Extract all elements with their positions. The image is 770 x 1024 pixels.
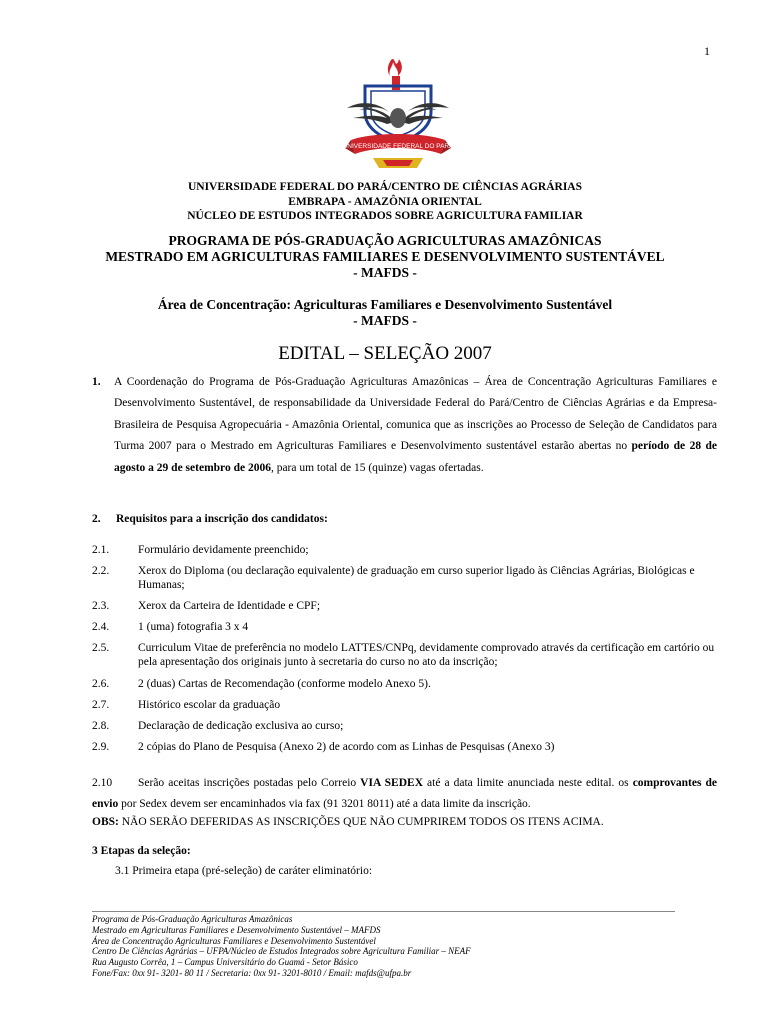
list-item-text: Xerox do Diploma (ou declaração equivalente) de graduação em curso superior ligado às Ciências Agrárias, Biológicas e Humanas;	[138, 565, 695, 591]
area-line-2: - MAFDS -	[353, 313, 417, 328]
list-item-text: 2 cópias do Plano de Pesquisa (Anexo 2) de acordo com as Linhas de Pesquisas (Anexo 3)	[138, 741, 555, 753]
item-2-10-text-3: por Sedex devem ser encaminhados via fax (91 3201 8011) até a data limite da inscrição.	[118, 798, 531, 810]
list-item	[92, 677, 717, 691]
list-item	[92, 740, 717, 754]
list-item-number: 2.3.	[92, 600, 110, 612]
item-2-10-text-2: até a data limite anunciada neste edital. os	[423, 777, 633, 789]
program-line-1: PROGRAMA DE PÓS-GRADUAÇÃO AGRICULTURAS AMAZÔNICAS	[168, 233, 602, 248]
section-1-number: 1.	[92, 376, 101, 388]
list-item-number: 2.1.	[92, 544, 110, 556]
list-item-text: 2 (duas) Cartas de Recomendação (conforme modelo Anexo 5).	[138, 678, 431, 690]
list-item-number: 2.2.	[92, 565, 110, 577]
list-item	[92, 620, 717, 634]
university-seal-icon	[343, 56, 453, 172]
list-item-number: 2.9.	[92, 741, 110, 753]
section-1-paragraph	[92, 372, 717, 479]
footer-line: Centro De Ciências Agrárias – UFPA/Núcleo de Estudos Integrados sobre Agricultura Familiar – NEAF	[92, 946, 471, 957]
list-item-number: 2.4.	[92, 621, 110, 633]
item-2-10-paragraph	[92, 773, 717, 815]
footer-line: Rua Augusto Corrêa, 1 – Campus Universitário do Guamá - Setor Básico	[92, 957, 358, 968]
obs-label: OBS:	[92, 816, 119, 828]
section-3-item: 3.1 Primeira etapa (pré-seleção) de caráter eliminatório:	[115, 865, 373, 877]
section-1-text: A Coordenação do Programa de Pós-Graduação Agriculturas Amazônicas – Área de Concentração Agriculturas Familiares e Desenvolvimento Sustentável, de responsabilidade da Universidade Federal do Pará/Centro de Ciências Agrárias e da Empresa- Brasileira de Pesquisa Agropecuária - Amazônia Oriental, comunica que as inscrições ao Processo de Seleção de Candidatos para Turma 2007 para o Mestrado em Agriculturas Familiares e Desenvolvimento sustentável estarão abertas no	[114, 376, 717, 453]
edital-title: EDITAL – SELEÇÃO 2007	[278, 343, 492, 364]
list-item	[92, 599, 717, 613]
section-2-heading: Requisitos para a inscrição dos candidatos:	[116, 513, 328, 525]
list-item-text: Curriculum Vitae de preferência no modelo LATTES/CNPq, devidamente comprovado através da certificação em cartório ou pela apresentação dos originais junto à secretaria do curso no ato da inscrição;	[138, 642, 715, 668]
footer-line: Fone/Fax: 0xx 91- 3201- 80 11 / Secretaria: 0xx 91- 3201-8010 / Email: mafds@ufpa.br	[92, 967, 412, 978]
seal-ribbon-text: UNIVERSIDADE FEDERAL DO PARÁ	[343, 143, 453, 150]
list-item	[92, 543, 717, 557]
list-item-text: Declaração de dedicação exclusiva ao curso;	[138, 720, 344, 732]
item-2-10-comprovantes: comprovantes de envio	[92, 777, 717, 810]
institution-header	[0, 180, 770, 224]
program-line-2: MESTRADO EM AGRICULTURAS FAMILIARES E DESENVOLVIMENTO SUSTENTÁVEL	[105, 249, 665, 264]
institution-line-2: EMBRAPA - AMAZÔNIA ORIENTAL	[288, 195, 482, 208]
section-3-title: 3 Etapas da seleção:	[92, 845, 191, 857]
program-line-3: - MAFDS -	[353, 265, 417, 280]
list-item	[92, 698, 717, 712]
item-2-10-via-sedex: VIA SEDEX	[360, 777, 424, 789]
list-item-text: Xerox da Carteira de Identidade e CPF;	[138, 600, 321, 612]
list-item-text: Histórico escolar da graduação	[138, 699, 281, 711]
area-line-1: Área de Concentração: Agriculturas Familiares e Desenvolvimento Sustentável	[157, 297, 613, 312]
footer-divider	[92, 911, 675, 912]
concentration-area	[0, 297, 770, 329]
item-2-10-text: Serão aceitas inscrições postadas pelo Correio	[138, 777, 361, 789]
list-item	[92, 564, 717, 592]
section-2-title	[92, 513, 328, 525]
section-1-period: período de 28 de agosto a 29 de setembro de 2006	[114, 440, 717, 474]
institution-line-1: UNIVERSIDADE FEDERAL DO PARÁ/CENTRO DE CIÊNCIAS AGRÁRIAS	[187, 181, 583, 193]
footer-line: Área de Concentração Agriculturas Familiares e Desenvolvimento Sustentável	[92, 935, 376, 946]
obs-note	[92, 816, 717, 828]
list-item-number: 2.6.	[92, 678, 110, 690]
section-1-text-end: , para um total de 15 (quinze) vagas ofertadas.	[270, 461, 484, 474]
page-number: 1	[704, 44, 710, 58]
list-item-number: 2.7.	[92, 699, 110, 711]
program-header	[0, 233, 770, 281]
list-item	[92, 641, 717, 669]
list-item-text: Formulário devidamente preenchido;	[138, 544, 309, 556]
list-item	[92, 719, 717, 733]
footer-line: Programa de Pós-Graduação Agriculturas Amazônicas	[92, 914, 293, 924]
section-2-number: 2.	[92, 513, 101, 525]
footer-line: Mestrado em Agriculturas Familiares e Desenvolvimento Sustentável – MAFDS	[92, 924, 381, 935]
institution-line-3: NÚCLEO DE ESTUDOS INTEGRADOS SOBRE AGRICULTURA FAMILIAR	[187, 210, 583, 222]
list-item-number: 2.5.	[92, 642, 110, 654]
footer	[92, 914, 471, 979]
list-item-text: 1 (uma) fotografia 3 x 4	[138, 621, 249, 633]
obs-text: NÃO SERÃO DEFERIDAS AS INSCRIÇÕES QUE NÃO CUMPRIREM TODOS OS ITENS ACIMA.	[118, 816, 604, 828]
list-item-number: 2.8.	[92, 720, 110, 732]
item-2-10-number: 2.10	[92, 777, 113, 789]
